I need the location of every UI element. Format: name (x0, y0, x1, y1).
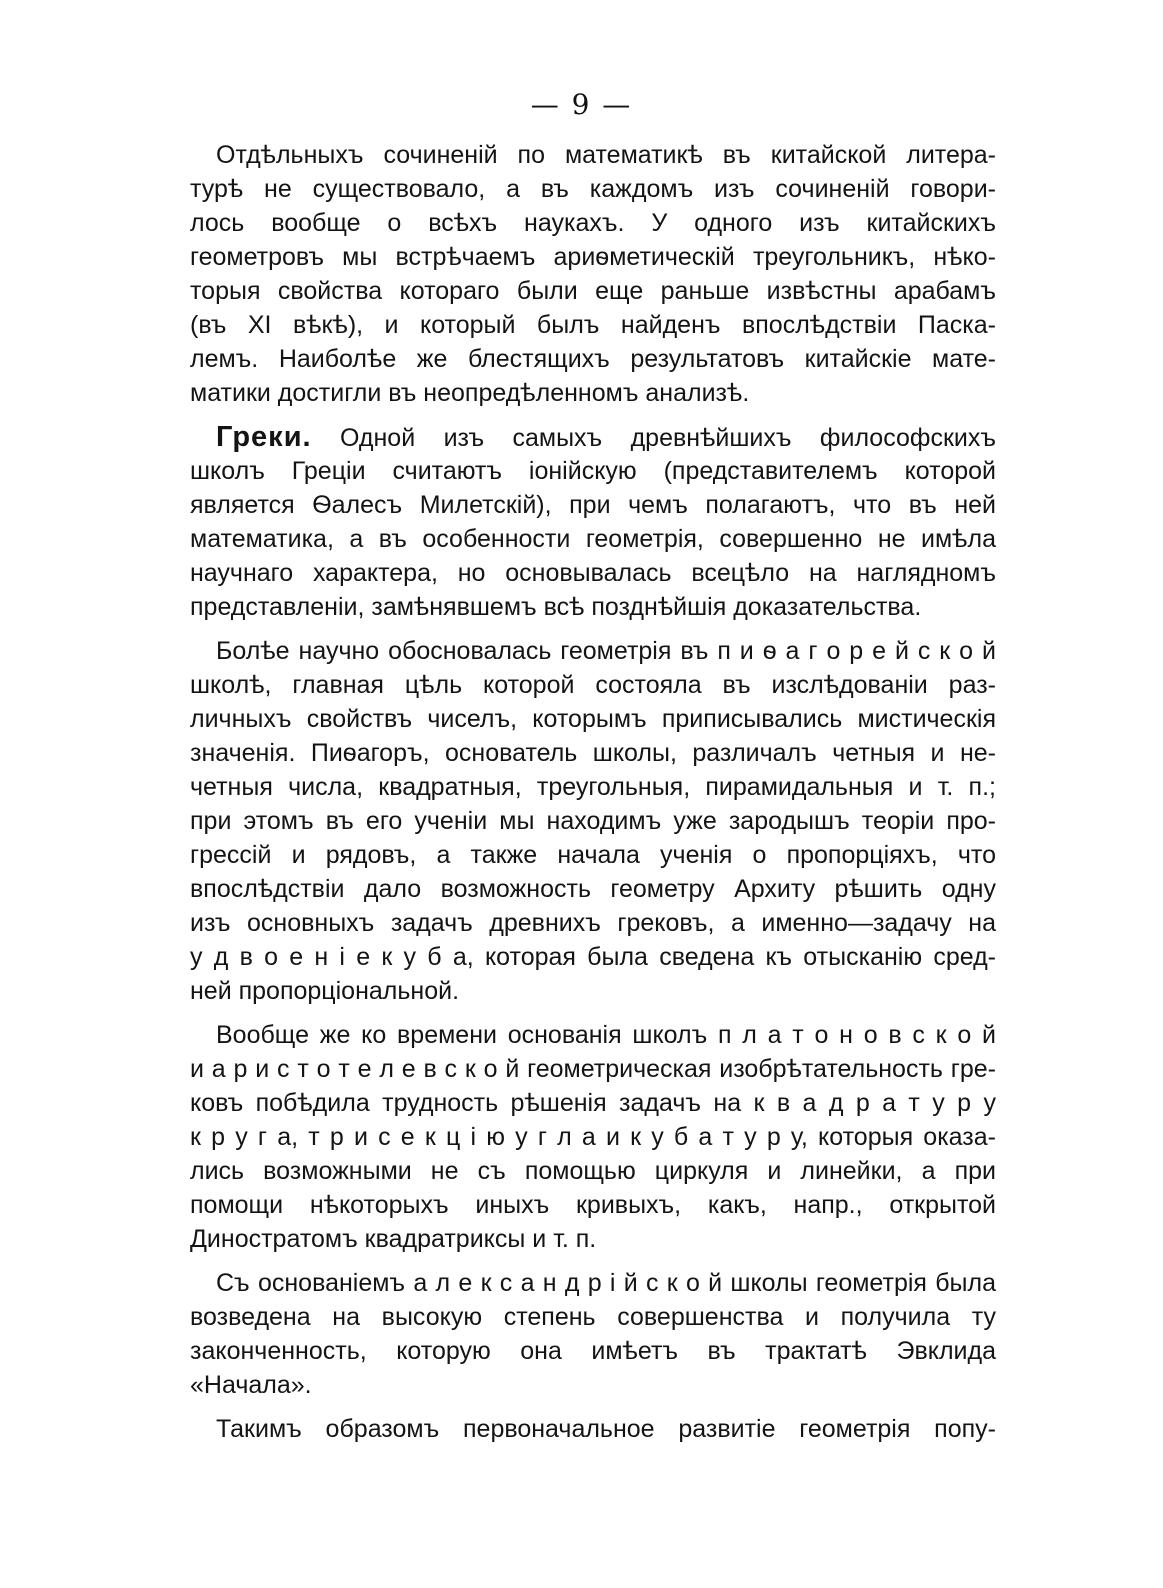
text-line: ковъ побѣдила трудность рѣшенія задачъ на к в а д р а т у р у (190, 1089, 996, 1117)
text-line: личныхъ свойствъ чиселъ, которымъ приписывались мистическія (190, 705, 996, 733)
paragraph-conclusion (190, 1412, 996, 1446)
text-line: геометровъ мы встрѣчаемъ ариѳметическій треугольникъ, нѣко- (190, 243, 996, 271)
text-line: Такимъ образомъ первоначальное развитіе геометрія попу- (216, 1415, 996, 1443)
text-line: представленіи, замѣнявшемъ всѣ позднѣйшія доказательства. (190, 593, 922, 621)
text-line: лись возможными не съ помощью циркуля и линейки, а при (190, 1157, 996, 1185)
page-number: — 9 — (530, 88, 633, 121)
text-line: Болѣе научно обосновалась геометрія въ п и ѳ а г о р е й с к о й (216, 637, 996, 665)
text-line: изъ основныхъ задачъ древнихъ грековъ, а именно—задачу на (190, 909, 996, 937)
text-line: к р у г а, т р и с е к ц і ю у г л а и к у б а т у р у, которыя оказа- (190, 1123, 996, 1151)
text-line: впослѣдствіи дало возможность геометру Архиту рѣшить одну (190, 875, 996, 903)
text-line: помощи нѣкоторыхъ иныхъ кривыхъ, какъ, напр., открытой (190, 1191, 996, 1219)
text-line: у д в о е н і е к у б а, которая была сведена къ отысканію сред- (190, 943, 996, 971)
text-line: матики достигли въ неопредѣленномъ анализѣ. (190, 379, 750, 407)
paragraph-chinese-mathematics (190, 138, 996, 410)
text-line: возведена на высокую степень совершенства и получила ту (190, 1303, 996, 1331)
text-line: лось вообще о всѣхъ наукахъ. У одного изъ китайскихъ (190, 209, 996, 237)
text-line: грессій и рядовъ, а также начала ученія о пропорціяхъ, что (190, 841, 996, 869)
text-line: (въ XI вѣкѣ), и который былъ найденъ впослѣдствіи Паска- (190, 311, 996, 339)
text-line: законченность, которую она имѣетъ въ трактатѣ Эвклида (190, 1337, 996, 1365)
text-line: ней пропорціональной. (190, 977, 460, 1005)
text-line: Отдѣльныхъ сочиненій по математикѣ въ китайской литера- (216, 141, 996, 169)
paragraph-greeks (190, 420, 996, 624)
text-line: Вообще же ко времени основанія школъ п л а т о н о в с к о й (216, 1021, 996, 1049)
text-line: «Начала». (190, 1371, 312, 1399)
paragraph-pythagorean-school (190, 634, 996, 1008)
text-line: Съ основаніемъ а л е к с а н д р і й с к о й школы геометрія была (216, 1269, 996, 1297)
text-line: научнаго характера, но основывалась всецѣло на наглядномъ (190, 559, 996, 587)
text-line: является Ѳалесъ Милетскій), при чемъ полагаютъ, что въ ней (190, 491, 996, 519)
text-line: при этомъ въ его ученіи мы находимъ уже зародышъ теоріи про- (190, 807, 996, 835)
text-line: значенія. Пиѳагоръ, основатель школы, различалъ четныя и не- (190, 739, 996, 767)
text-line-content: Одной изъ самыхъ древнѣйшихъ философскихъ (340, 424, 996, 452)
paragraph-alexandrian-school (190, 1266, 996, 1402)
text-line (190, 420, 996, 454)
section-heading-greeks: Греки. (216, 421, 312, 453)
text-line: лемъ. Наиболѣе же блестящихъ результатовъ китайскіе мате- (190, 345, 996, 373)
text-line: турѣ не существовало, а въ каждомъ изъ сочиненій говори- (190, 175, 996, 203)
text-line: торыя свойства котораго были еще раньше извѣстны арабамъ (190, 277, 996, 305)
body-text (190, 138, 996, 1456)
text-line: и а р и с т о т е л е в с к о й геометрическая изобрѣтательность гре- (190, 1055, 996, 1083)
paragraph-platonic-aristotelian (190, 1018, 996, 1256)
text-line: математика, а въ особенности геометрія, совершенно не имѣла (190, 525, 996, 553)
text-line: школѣ, главная цѣль которой состояла въ изслѣдованіи раз- (190, 671, 996, 699)
text-line: школъ Греціи считаютъ іонійскую (представителемъ которой (190, 457, 996, 485)
text-line: Диностратомъ квадратриксы и т. п. (190, 1225, 597, 1253)
text-line: четныя числа, квадратныя, треугольныя, пирамидальныя и т. п.; (190, 773, 996, 801)
